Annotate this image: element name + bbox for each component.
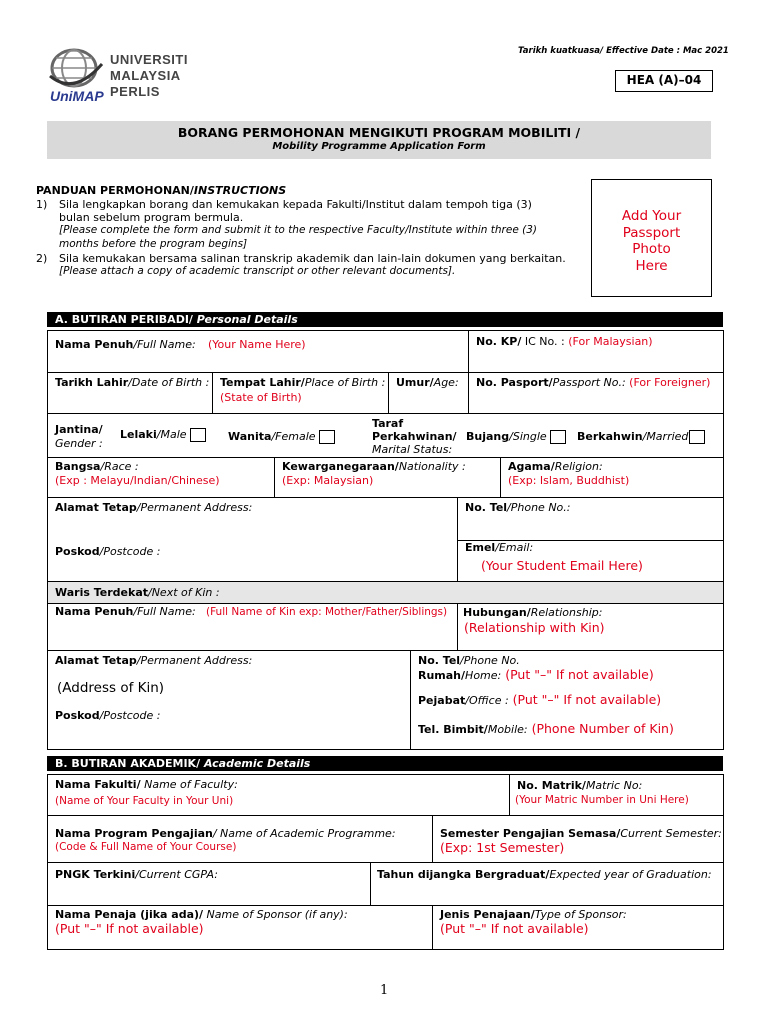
- kin-address-label: Alamat Tetap/Permanent Address:: [55, 654, 253, 667]
- marital-status-label: Taraf Perkahwinan/ Marital Status:: [372, 417, 457, 456]
- male-option[interactable]: Lelaki/Male: [120, 428, 206, 442]
- programme-label: Nama Program Pengajian/ Name of Academic Programme:: [55, 827, 396, 840]
- faculty-label: Nama Fakulti/ Name of Faculty:: [55, 778, 238, 791]
- kin-name-label: Nama Penuh/Full Name:: [55, 605, 196, 618]
- place-of-birth-label: Tempat Lahir/Place of Birth :: [220, 376, 386, 389]
- email-label: Emel/Email:: [465, 541, 534, 554]
- sponsor-type-field[interactable]: (Put "–" If not available): [440, 921, 589, 936]
- doc-code: HEA (A)–04: [626, 73, 702, 87]
- section-b-header: B. BUTIRAN AKADEMIK/ Academic Details: [47, 756, 723, 771]
- passport-label: No. Pasport/Passport No.: (For Foreigner): [476, 376, 711, 389]
- faculty-field[interactable]: (Name of Your Faculty in Your Uni): [55, 795, 234, 807]
- sponsor-label: Nama Penaja (jika ada)/ Name of Sponsor (if any):: [55, 908, 348, 921]
- postcode-label: Poskod/Postcode :: [55, 545, 161, 558]
- gender-label: Jantina/ Gender :: [55, 423, 103, 450]
- kin-office-phone: Pejabat/Office : (Put "–" If not available): [418, 692, 662, 707]
- single-checkbox[interactable]: [550, 430, 566, 444]
- nationality-label: Kewarganegaraan/Nationality :: [282, 460, 466, 473]
- instructions-heading: PANDUAN PERMOHONAN/INSTRUCTIONS: [36, 184, 287, 197]
- university-logo: [46, 44, 196, 110]
- graduation-year-label: Tahun dijangka Bergraduat/Expected year of Graduation:: [377, 868, 712, 881]
- male-checkbox[interactable]: [190, 428, 206, 442]
- passport-photo-box[interactable]: [591, 179, 712, 297]
- programme-field[interactable]: (Code & Full Name of Your Course): [55, 841, 237, 853]
- logo-line-3: PERLIS: [110, 84, 160, 99]
- instruction-1-number: 1): [36, 198, 48, 211]
- kin-phone-label: No. Tel/Phone No.: [418, 654, 520, 667]
- religion-label: Agama/Religion:: [508, 460, 603, 473]
- nationality-field[interactable]: (Exp: Malaysian): [282, 474, 374, 487]
- matric-label: No. Matrik/Matric No:: [517, 779, 643, 792]
- title-band: [47, 121, 711, 159]
- race-label: Bangsa/Race :: [55, 460, 139, 473]
- married-checkbox[interactable]: [689, 430, 705, 444]
- place-of-birth-field[interactable]: (State of Birth): [220, 391, 302, 404]
- passport-field[interactable]: (For Foreigner): [625, 376, 711, 389]
- semester-label: Semester Pengajian Semasa/Current Semester:: [440, 827, 722, 840]
- instruction-1-ms-line1: Sila lengkapkan borang dan kemukakan kepada Fakulti/Institut dalam tempoh tiga (3): [59, 198, 532, 211]
- logo-line-1: UNIVERSITI: [110, 52, 188, 67]
- single-option[interactable]: Bujang/Single: [466, 430, 566, 444]
- kin-home-phone-field[interactable]: (Put "–" If not available): [501, 667, 654, 682]
- full-name-label: Nama Penuh/Full Name:: [55, 338, 196, 351]
- page-number: 1: [380, 983, 389, 998]
- next-of-kin-label: Waris Terdekat/Next of Kin :: [55, 586, 220, 599]
- ic-number-field[interactable]: (For Malaysian): [564, 335, 653, 348]
- instruction-1-ms-line2: bulan sebelum program bermula.: [59, 211, 244, 224]
- sponsor-field[interactable]: (Put "–" If not available): [55, 921, 204, 936]
- ic-number-label: No. KP/ IC No. : (For Malaysian): [476, 335, 653, 348]
- married-option[interactable]: Berkahwin/Married: [577, 430, 705, 444]
- section-a-header: A. BUTIRAN PERIBADI/ Personal Details: [47, 312, 723, 327]
- photo-line-3: Photo: [632, 241, 671, 257]
- form-subtitle: Mobility Programme Application Form: [272, 141, 486, 152]
- semester-field[interactable]: (Exp: 1st Semester): [440, 840, 565, 855]
- logo-mark: UniMAP: [50, 88, 104, 104]
- date-of-birth-label: Tarikh Lahir/Date of Birth :: [55, 376, 210, 389]
- kin-mobile-phone-field[interactable]: (Phone Number of Kin): [527, 721, 674, 736]
- instruction-2-en: [Please attach a copy of academic transcript or other relevant documents].: [59, 265, 456, 277]
- kin-postcode-label: Poskod/Postcode :: [55, 709, 161, 722]
- sponsor-type-label: Jenis Penajaan/Type of Sponsor:: [440, 908, 627, 921]
- female-checkbox[interactable]: [319, 430, 335, 444]
- full-name-field[interactable]: (Your Name Here): [208, 338, 306, 351]
- kin-address-field[interactable]: (Address of Kin): [57, 680, 165, 696]
- kin-mobile-phone: Tel. Bimbit/Mobile: (Phone Number of Kin): [418, 721, 674, 736]
- cgpa-label: PNGK Terkini/Current CGPA:: [55, 868, 218, 881]
- race-field[interactable]: (Exp : Melayu/Indian/Chinese): [55, 474, 220, 487]
- permanent-address-label: Alamat Tetap/Permanent Address:: [55, 501, 253, 514]
- female-option[interactable]: Wanita/Female: [228, 430, 335, 444]
- logo-line-2: MALAYSIA: [110, 68, 181, 83]
- kin-name-field[interactable]: (Full Name of Kin exp: Mother/Father/Siblings): [206, 606, 448, 618]
- relationship-field[interactable]: (Relationship with Kin): [464, 620, 605, 635]
- instruction-2-ms: Sila kemukakan bersama salinan transkrip akademik dan lain-lain dokumen yang berkaitan.: [59, 252, 566, 265]
- photo-line-2: Passport: [622, 224, 681, 241]
- relationship-label: Hubungan/Relationship:: [463, 606, 603, 619]
- kin-office-phone-field[interactable]: (Put "–" If not available): [508, 692, 662, 707]
- instruction-1-en-line2: months before the program begins]: [59, 238, 248, 250]
- instruction-2-number: 2): [36, 252, 48, 265]
- phone-label: No. Tel/Phone No.:: [465, 501, 571, 514]
- instruction-1-en-line1: [Please complete the form and submit it to the respective Faculty/Institute within three (3): [59, 224, 537, 236]
- age-label: Umur/Age:: [396, 376, 459, 389]
- matric-field[interactable]: (Your Matric Number in Uni Here): [515, 794, 689, 806]
- kin-home-phone: Rumah/Home: (Put "–" If not available): [418, 667, 654, 682]
- photo-line-4: Here: [635, 257, 668, 274]
- photo-line-1: Add Your: [621, 208, 682, 224]
- email-field[interactable]: (Your Student Email Here): [481, 558, 643, 573]
- doc-code-box: [615, 70, 713, 92]
- form-title: BORANG PERMOHONAN MENGIKUTI PROGRAM MOBILITI /: [177, 125, 581, 140]
- religion-field[interactable]: (Exp: Islam, Buddhist): [508, 474, 630, 487]
- effective-date: Tarikh kuatkuasa/ Effective Date : Mac 2021: [518, 46, 729, 56]
